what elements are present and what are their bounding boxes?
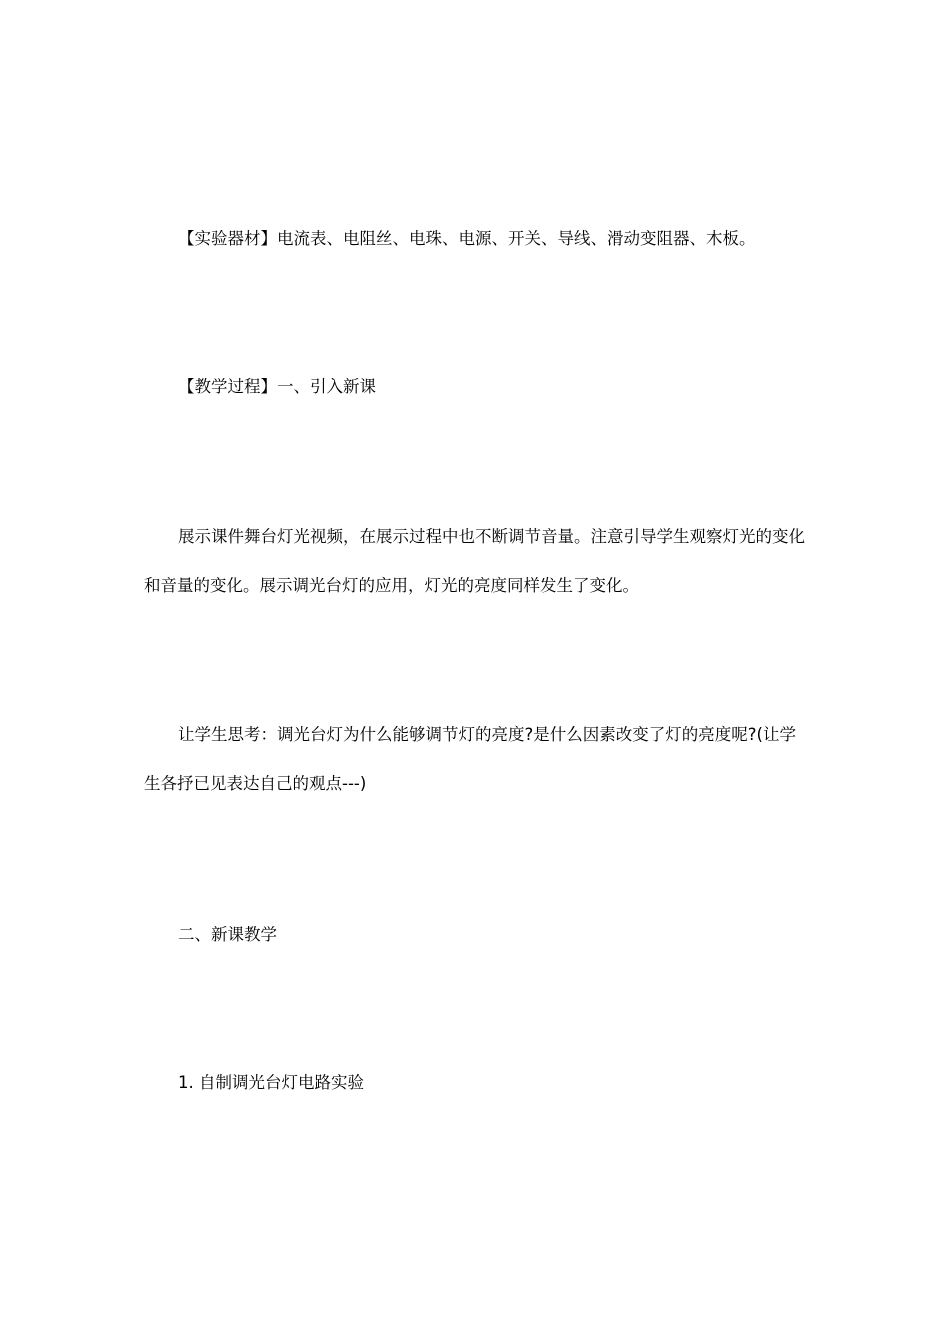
list-item-experiment: 1. 自制调光台灯电路实验	[178, 1073, 364, 1092]
paragraph-intro-demo: 展示课件舞台灯光视频，在展示过程中也不断调节音量。注意引导学生观察灯光的变化和音量的变化。展示调光台灯的应用，灯光的亮度同样发生了变化。	[144, 527, 805, 595]
section-heading-new-lesson: 二、新课教学	[178, 925, 277, 944]
paragraph-equipment: 【实验器材】电流表、电阻丝、电珠、电源、开关、导线、滑动变阻器、木板。	[178, 229, 756, 248]
paragraph-teaching-process: 【教学过程】一、引入新课	[178, 377, 376, 396]
paragraph-student-thinking: 让学生思考：调光台灯为什么能够调节灯的亮度?是什么因素改变了灯的亮度呢?(让学生各抒已见表达自己的观点---)	[144, 725, 796, 793]
